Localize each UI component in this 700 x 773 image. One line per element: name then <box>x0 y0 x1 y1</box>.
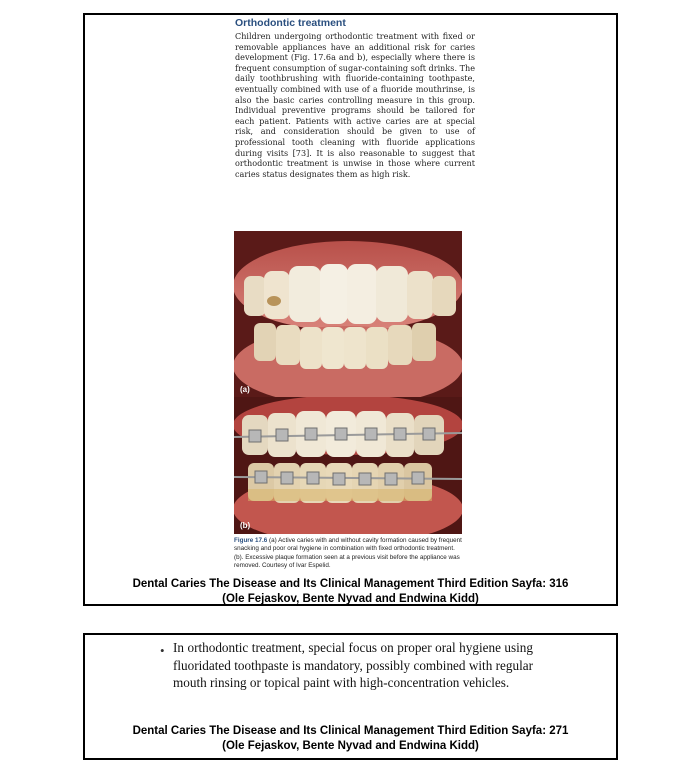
section-heading: Orthodontic treatment <box>235 17 346 29</box>
book-excerpt-panel-2 <box>83 633 618 760</box>
source-title-line: Dental Caries The Disease and Its Clinical Management Third Edition Sayfa: 271 <box>132 725 569 737</box>
braces-illustration-b <box>234 397 462 534</box>
bullet-text: In orthodontic treatment, special focus on proper oral hygiene using fluoridated toothpaste is mandatory, possibly combined with regular mouth rinsing or topical paint with high-concentration vehicles. <box>173 640 533 690</box>
source-citation-1 <box>85 577 616 607</box>
figure-caption-label: Figure 17.6 <box>234 537 268 544</box>
photo-b-label: (b) <box>240 521 251 530</box>
figure-caption-text: (a) Active caries with and without cavity formation caused by frequent snacking and poor oral hygiene in combination with fixed orthodontic treatment. (b). Excessive plaque formation seen at a previous visit before the appliance was removed. Courtesy of Ivar Espelid. <box>234 537 462 570</box>
source-authors-line: (Ole Fejaskov, Bente Nyvad and Endwina Kidd) <box>222 740 479 752</box>
photo-a-label: (a) <box>240 385 250 394</box>
teeth-photo-a <box>234 231 462 398</box>
figure-caption <box>234 537 466 571</box>
teeth-photo-b <box>234 397 462 534</box>
book-excerpt-panel-1 <box>83 13 618 606</box>
bullet-icon: • <box>160 643 165 658</box>
source-title-line: Dental Caries The Disease and Its Clinical Management Third Edition Sayfa: 316 <box>132 578 569 590</box>
teeth-illustration-a <box>234 231 462 398</box>
section-body-text: Children undergoing orthodontic treatment with fixed or removable appliances have an additional risk for caries development (Fig. 17.6a and b), especially where there is frequent consumption of sugar-containing soft drinks. The daily toothbrushing with fluoride-containing toothpaste, eventually combined with use of a fluoride mouthrinse, is also the basic caries controlling measure in this group. Individual preventive programs should be tailored for each patient. Patients with active caries are at special risk, and consideration should be given to use of professional tooth cleaning with fluoride applications during visits [73]. It is also reasonable to suggest that orthodontic treatment is unwise in those where current caries status designates them as high risk. <box>235 31 475 179</box>
source-authors-line: (Ole Fejaskov, Bente Nyvad and Endwina Kidd) <box>222 593 479 605</box>
source-citation-2 <box>85 724 616 754</box>
